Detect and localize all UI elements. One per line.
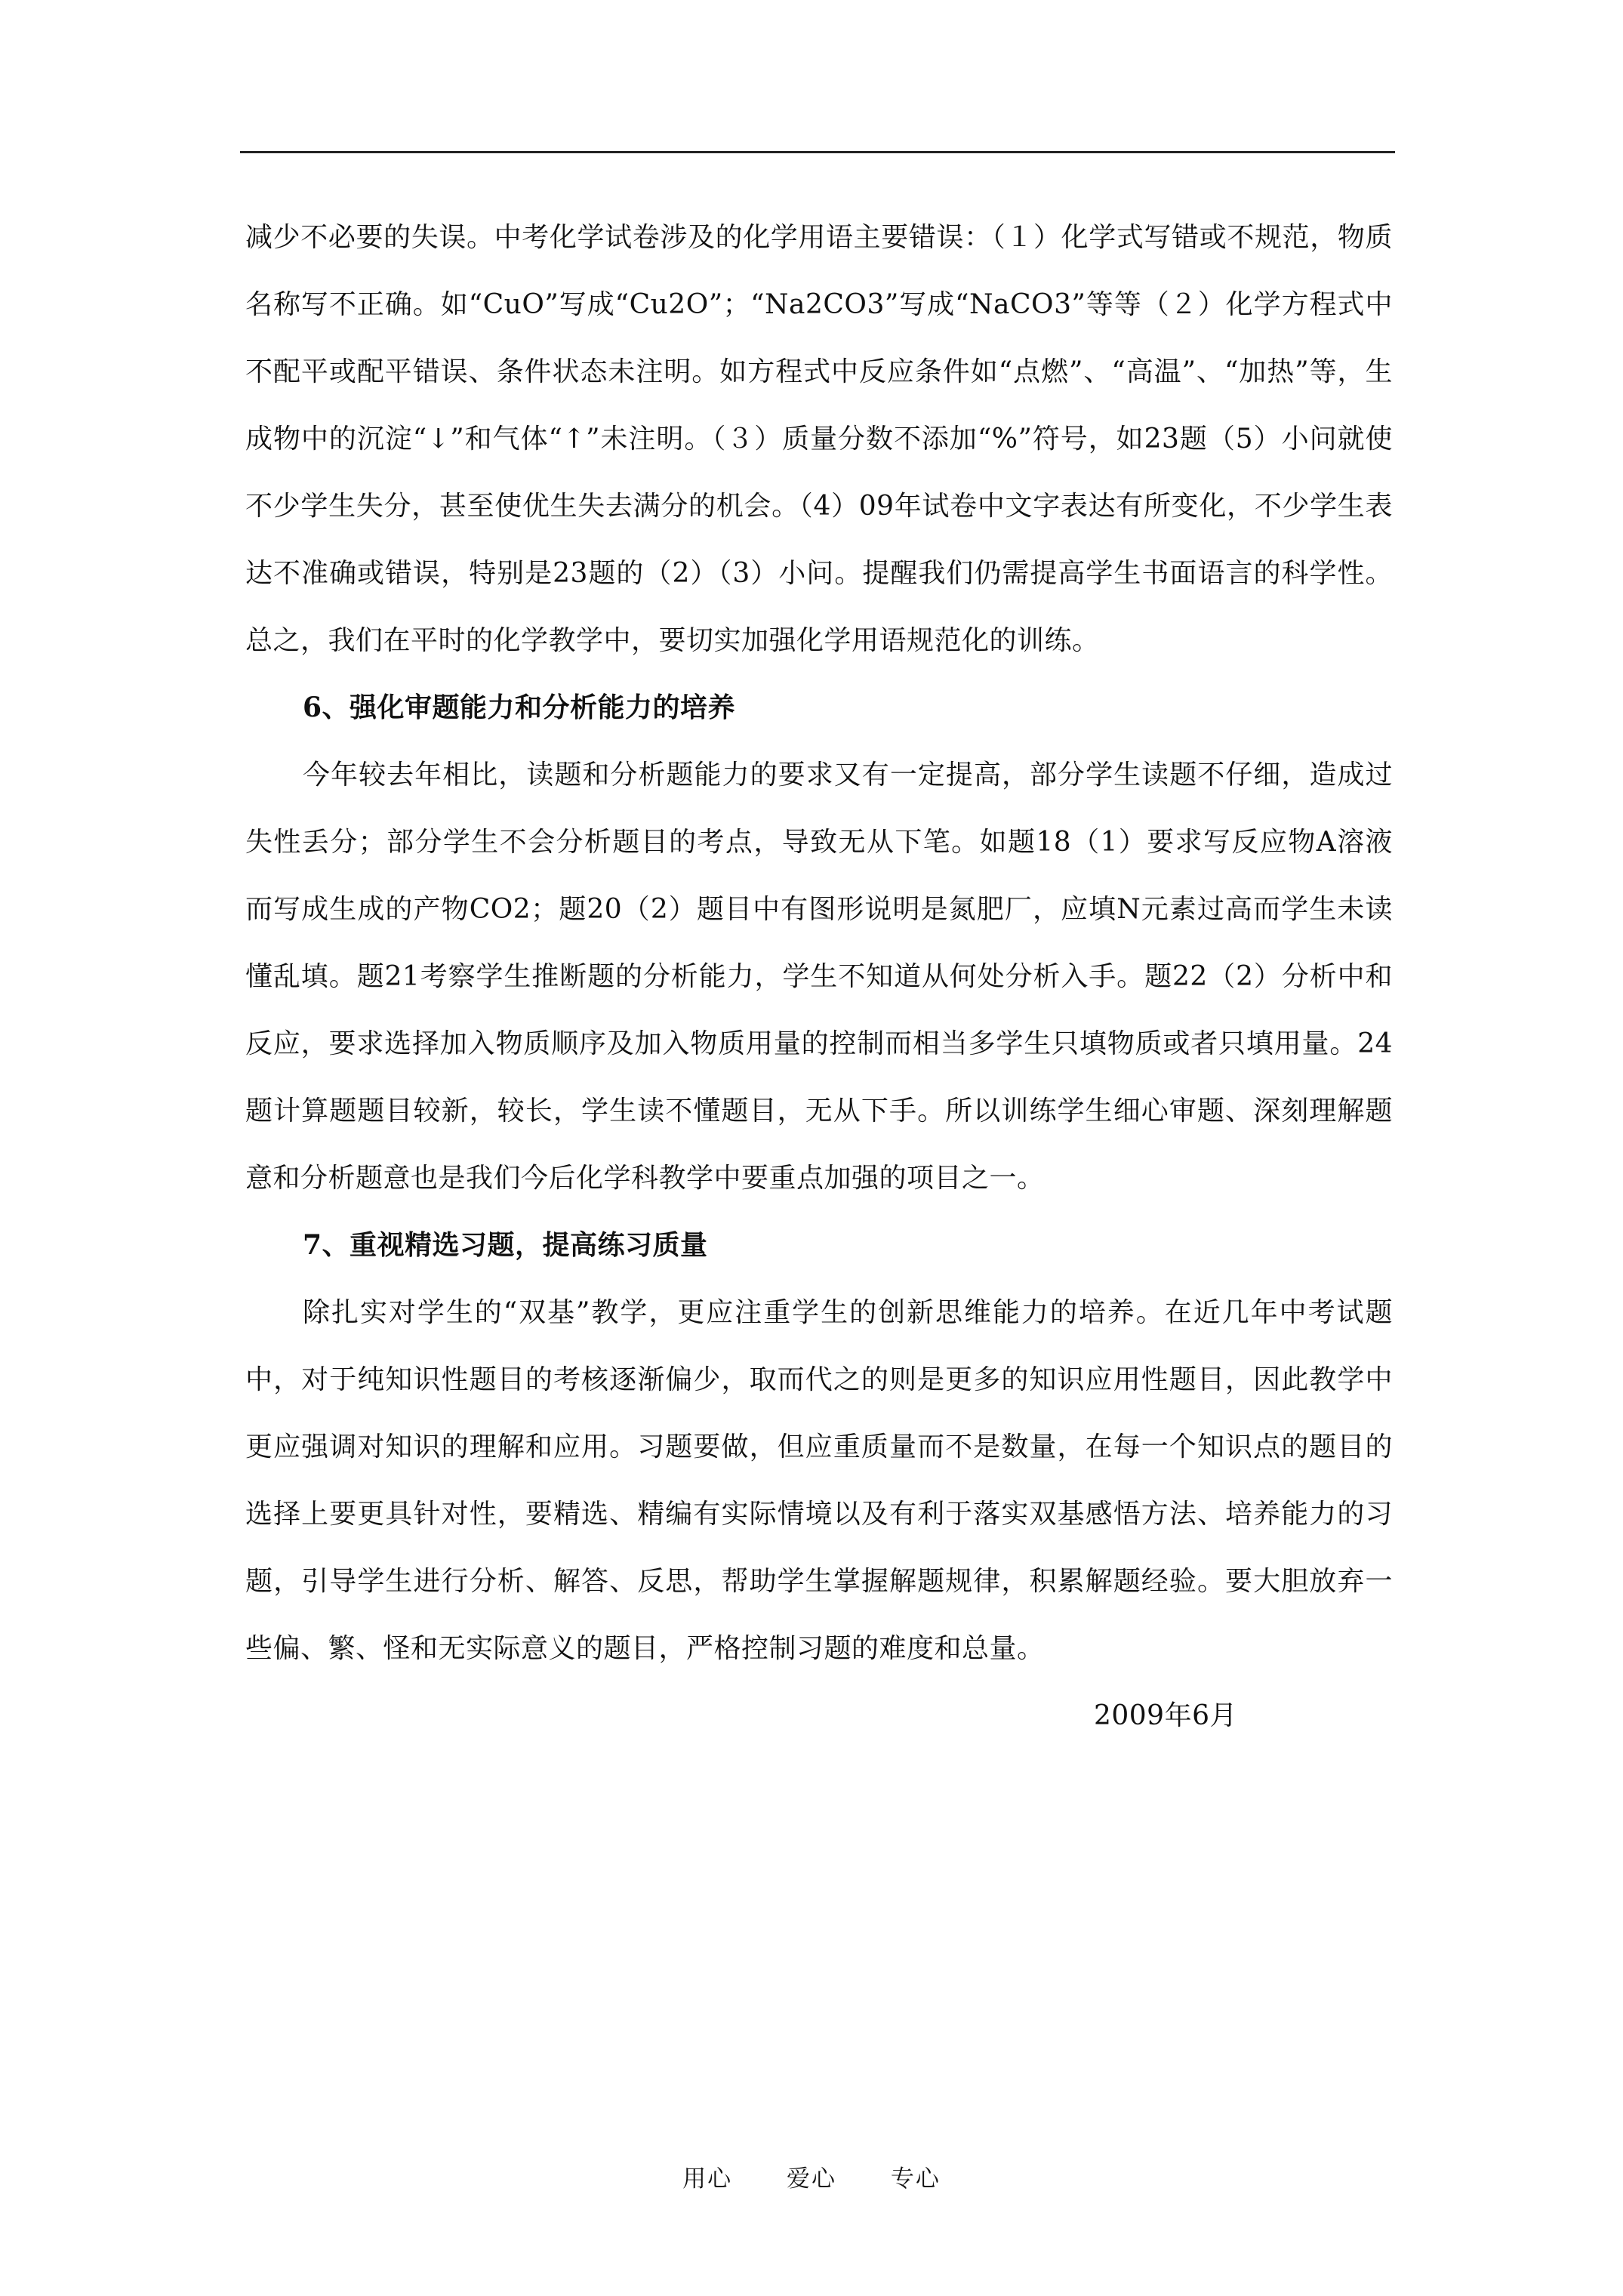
header-rule (240, 151, 1395, 153)
page-footer (0, 2159, 1623, 2193)
document-date: 2009年6月 (1093, 1700, 1237, 1731)
footer-item: 专心 (890, 2165, 941, 2193)
document-body (245, 204, 1393, 1749)
paragraph-continuation: 减少不必要的失误。中考化学试卷涉及的化学用语主要错误：（１）化学式写错或不规范，物质名称写不正确。如“CuO”写成“Cu2O”；“Na2CO3”写成“NaCO3”等等（２）化学方程式中不配平或配平错误、条件状态未注明。如方程式中反应条件如“点燃”、“高温”、“加热”等，生成物中的沉淀“↓”和气体“↑”未注明。（３）质量分数不添加“%”符号，如23题（5）小问就使不少学生失分，甚至使优生失去满分的机会。（4）09年试卷中文字表达有所变化，不少学生表达不准确或错误，特别是23题的（2）（3）小问。提醒我们仍需提高学生书面语言的科学性。总之，我们在平时的化学教学中，要切实加强化学用语规范化的训练。 (245, 222, 1393, 656)
footer-item: 用心 (682, 2165, 733, 2193)
section-heading-7: 7、重视精选习题，提高练习质量 (303, 1229, 708, 1261)
footer-item: 爱心 (787, 2165, 836, 2193)
section-heading-6: 6、强化审题能力和分析能力的培养 (303, 692, 736, 723)
section-body-7: 除扎实对学生的“双基”教学，更应注重学生的创新思维能力的培养。在近几年中考试题中，对于纯知识性题目的考核逐渐偏少，取而代之的则是更多的知识应用性题目，因此教学中更应强调对知识的理解和应用。习题要做，但应重质量而不是数量，在每一个知识点的题目的选择上要更具针对性，要精选、精编有实际情境以及有利于落实双基感悟方法、培养能力的习题，引导学生进行分析、解答、反思，帮助学生掌握解题规律，积累解题经验。要大胆放弃一些偏、繁、怪和无实际意义的题目，严格控制习题的难度和总量。 (245, 1297, 1393, 1664)
section-body-6: 今年较去年相比，读题和分析题能力的要求又有一定提高，部分学生读题不仔细，造成过失性丢分；部分学生不会分析题目的考点，导致无从下笔。如题18（1）要求写反应物A溶液而写成生成的产物CO2；题20（2）题目中有图形说明是氮肥厂，应填N元素过高而学生未读懂乱填。题21考察学生推断题的分析能力，学生不知道从何处分析入手。题22（2）分析中和反应，要求选择加入物质顺序及加入物质用量的控制而相当多学生只填物质或者只填用量。24题计算题题目较新，较长，学生读不懂题目，无从下手。所以训练学生细心审题、深刻理解题意和分析题意也是我们今后化学科教学中要重点加强的项目之一。 (245, 760, 1393, 1194)
